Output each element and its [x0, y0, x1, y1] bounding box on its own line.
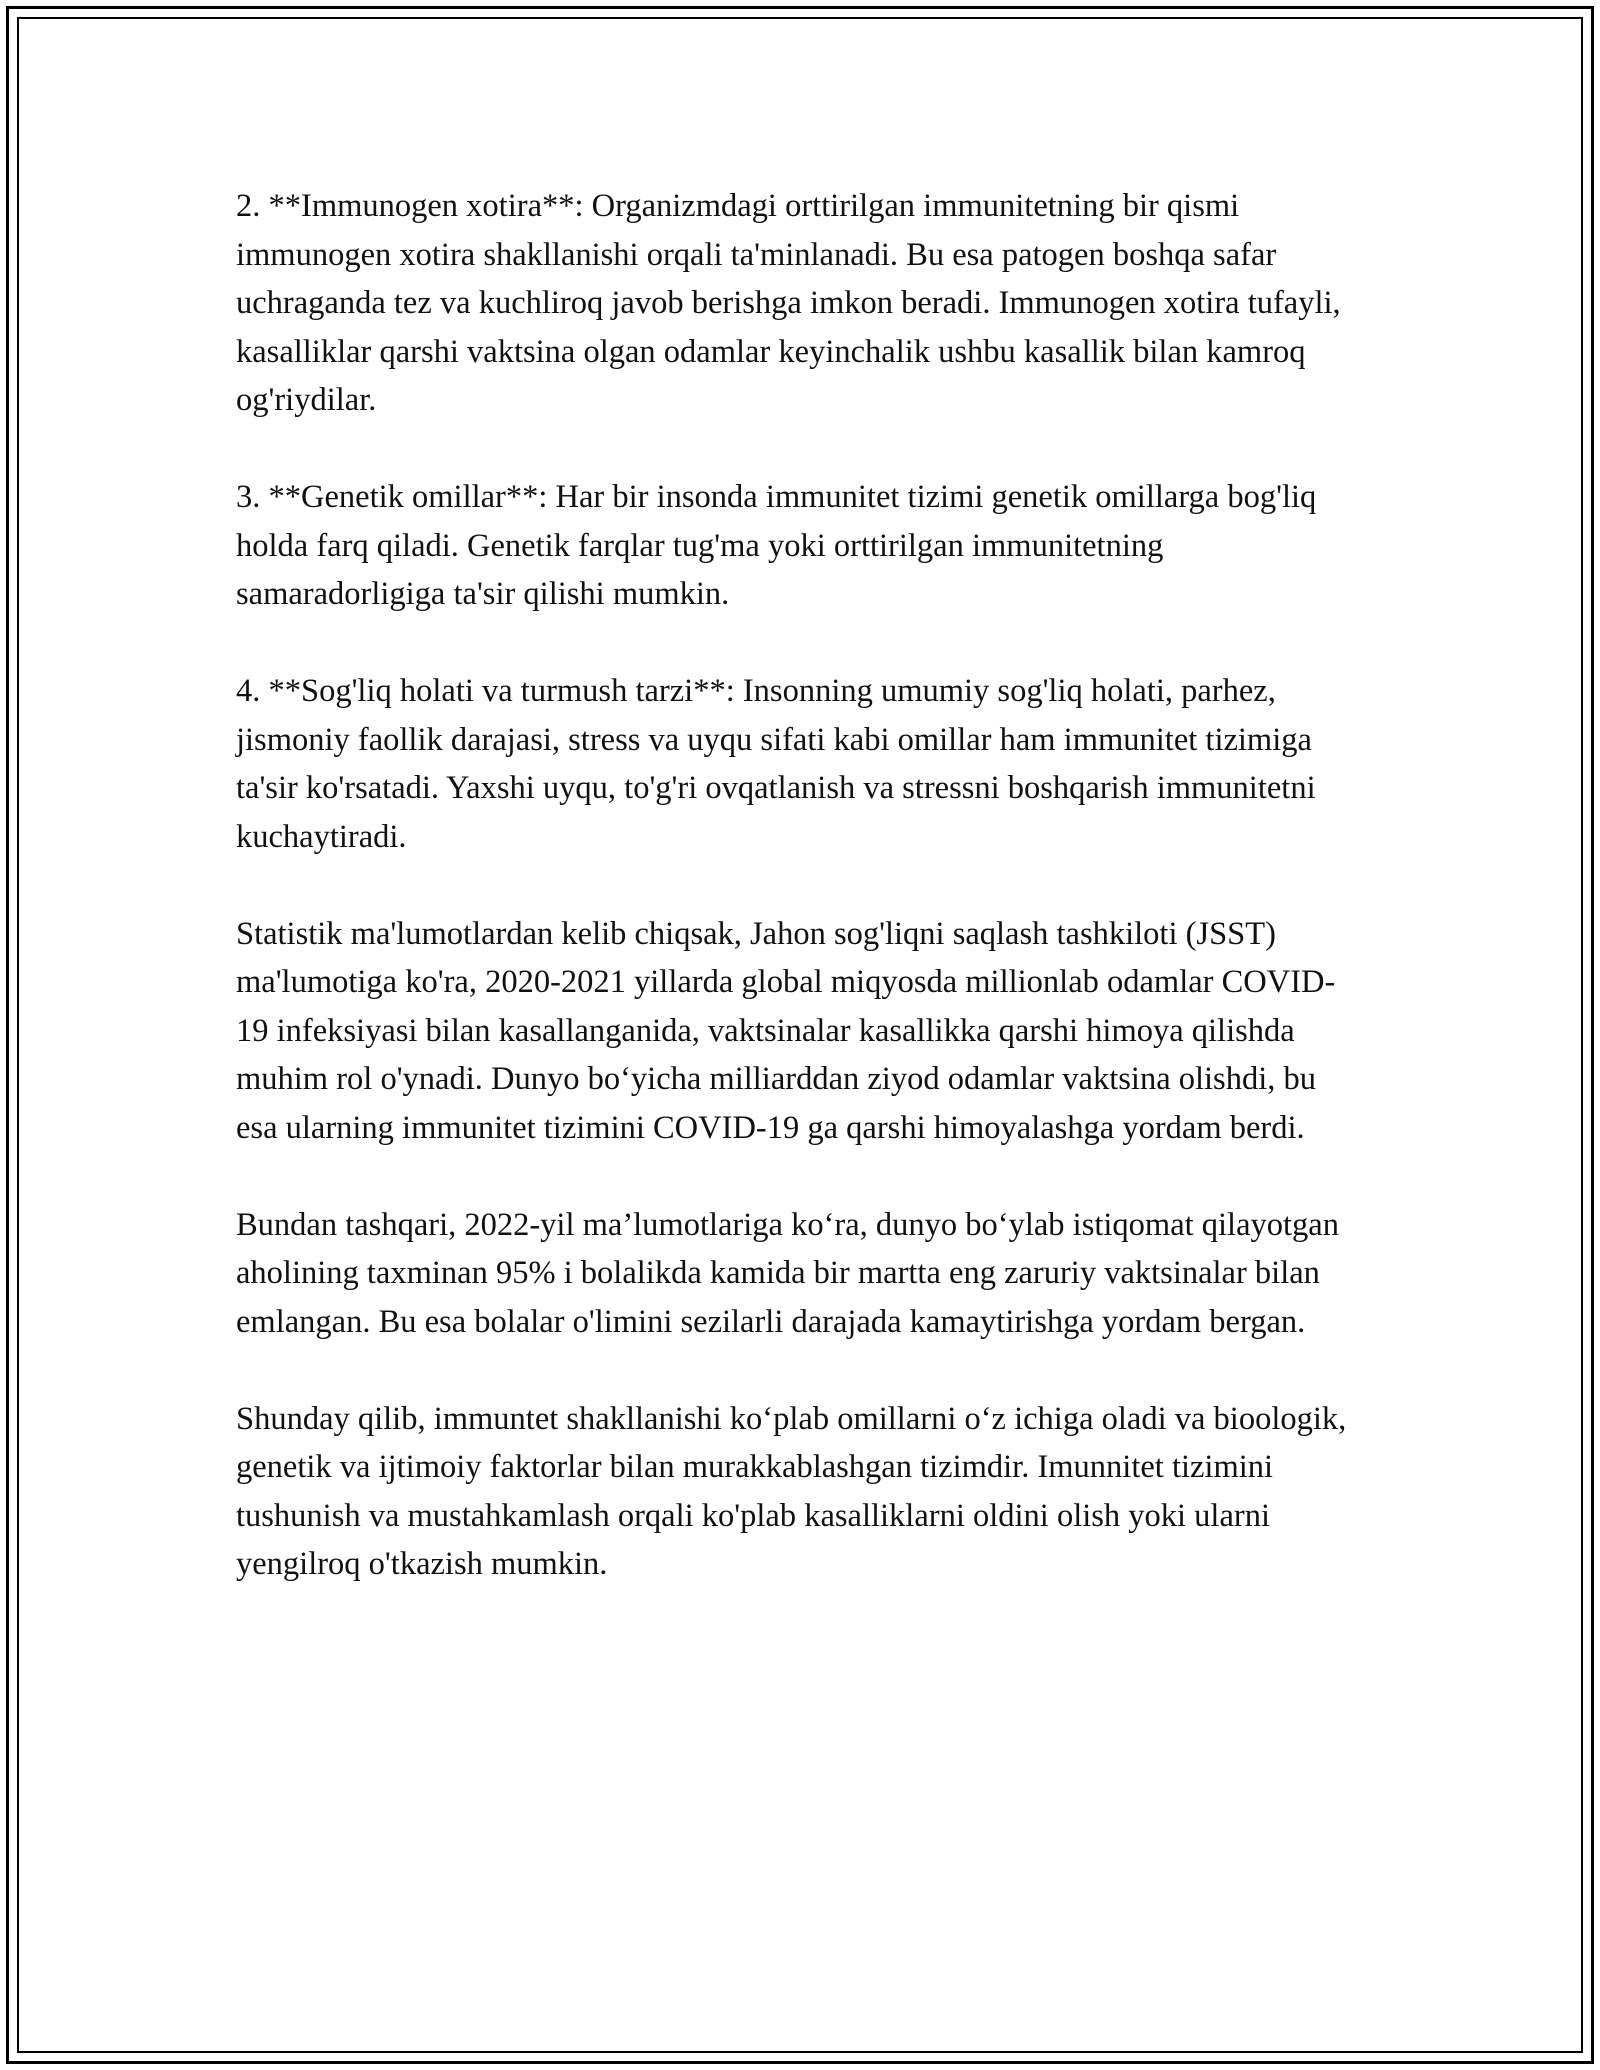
paragraph-genetic-factors: 3. **Genetik omillar**: Har bir insonda immunitet tizimi genetik omillarga bog'liq holda farq qiladi. Genetik farqlar tug'ma yoki orttirilgan immunitetning samaradorligiga ta'sir qilishi mumkin.: [236, 479, 1317, 612]
paragraph-conclusion: Shunday qilib, immuntet shakllanishi ko‘plab omillarni o‘z ichiga oladi va bioologik, genetik va ijtimoiy faktorlar bilan murakkablashgan tizimdir. Imunnitet tizimini tushunish va mustahkamlash orqali ko'plab kasalliklarni oldini olish yoki ularni yengilroq o'tkazish mumkin.: [236, 1400, 1347, 1582]
paragraph-vaccination-2022: Bundan tashqari, 2022-yil ma’lumotlariga ko‘ra, dunyo bo‘ylab istiqomat qilayotgan aholining taxminan 95% i bolalikda kamida bir martta eng zaruriy vaktsinalar bilan emlangan. Bu esa bolalar o'limini sezilarli darajada kamaytirishga yordam bergan.: [236, 1206, 1339, 1340]
paragraph-health-lifestyle: 4. **Sog'liq holati va turmush tarzi**: Insonning umumiy sog'liq holati, parhez, jismoniy faollik darajasi, stress va uyqu sifati kabi omillar ham immunitet tizimiga ta'sir ko'rsatadi. Yaxshi uyqu, to'g'ri ovqatlanish va stressni boshqarish immunitetni kuchaytiradi.: [236, 673, 1316, 855]
paragraph-statistics-covid: Statistik ma'lumotlardan kelib chiqsak, Jahon sog'liqni saqlash tashkiloti (JSST) ma'lumotiga ko'ra, 2020-2021 yillarda global miqyosda millionlab odamlar COVID-19 infeksiyasi bilan kasallanganida, vaktsinalar kasallikka qarshi himoya qilishda muhim rol o'ynadi. Dunyo bo‘yicha milliarddan ziyod odamlar vaktsina olishdi, bu esa ularning immunitet tizimini COVID-19 ga qarshi himoyalashga yordam berdi.: [236, 915, 1336, 1146]
paragraph-immunogen-memory: 2. **Immunogen xotira**: Organizmdagi orttirilgan immunitetning bir qismi immunogen xotira shakllanishi orqali ta'minlanadi. Bu esa patogen boshqa safar uchraganda tez va kuchliroq javob berishga imkon beradi. Immunogen xotira tufayli, kasalliklar qarshi vaktsina olgan odamlar keyinchalik ushbu kasallik bilan kamroq og'riydilar.: [236, 188, 1341, 418]
document-body: [236, 182, 1364, 1637]
